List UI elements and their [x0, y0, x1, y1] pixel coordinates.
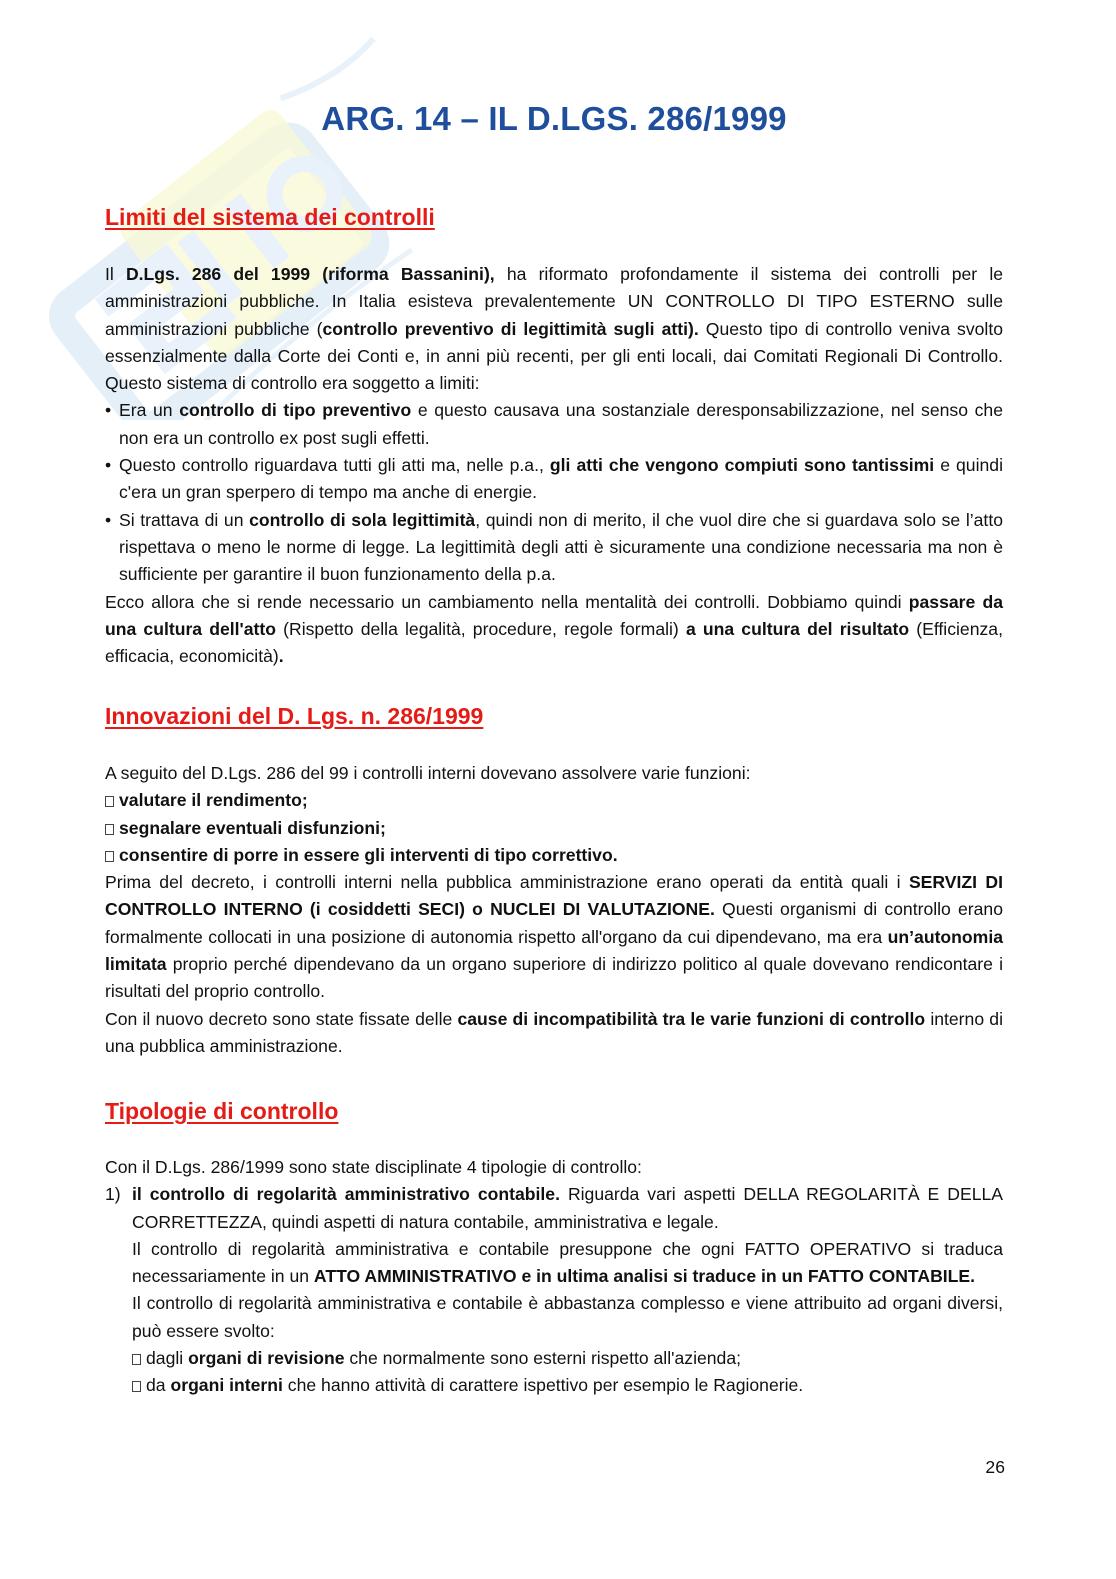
paragraph-intro: Con il D.Lgs. 286/1999 sono state disciplinate 4 tipologie di controllo: — [105, 1157, 642, 1177]
section-heading-innovazioni: Innovazioni del D. Lgs. n. 286/1999 — [105, 703, 484, 729]
paragraph-organi: Il controllo di regolarità amministrativa e contabile è abbastanza complesso e viene attribuito ad organi diversi, può essere svolto: — [132, 1293, 1003, 1341]
document-title: ARG. 14 – IL D.LGS. 286/1999 — [321, 100, 787, 137]
limit-item: • Era un controllo di tipo preventivo e questo causava una sostanziale deresponsabilizzazione, nel senso che non era un controllo ex post sugli effetti. — [105, 400, 1003, 448]
paragraph-closing: Ecco allora che si rende necessario un cambiamento nella mentalità dei controlli. Dobbiamo quindi passare da una cultura dell'atto (Rispetto della legalità, procedure, regole formali) a una cultura del risultato (Efficienza, efficacia, economicità). — [105, 591, 1003, 667]
paragraph-intro: Il D.Lgs. 286 del 1999 (riforma Bassanini), ha riformato profondamente il sistema dei controlli per le amministrazioni pubbliche. In Italia esisteva prevalentemente UN CONTROLLO DI TIPO ESTERNO sulle amministrazioni pubbliche (controllo preventivo di legittimità sugli atti). Questo tipo di controllo veniva svolto essenzialmente dalla Corte dei Conti e, in anni più recenti, per gli enti locali, dai Comitati Regionali Di Controllo. Questo sistema di controllo era soggetto a limiti: — [105, 264, 1004, 394]
function-item: consentire di porre in essere gli interventi di tipo correttivo. — [105, 842, 1003, 869]
section-limiti-body — [105, 261, 1003, 670]
limits-list — [105, 397, 1003, 588]
section-tipologie-body — [105, 1154, 1003, 1400]
missing-glyph-icon — [105, 851, 114, 862]
paragraph-nuovo-decreto: Con il nuovo decreto sono state fissate delle cause di incompatibilità tra le varie funzioni di controllo interno di una pubblica amministrazione. — [105, 1008, 1003, 1056]
organ-item: dagli organi di revisione che normalmente sono esterni rispetto all'azienda; — [105, 1345, 1003, 1372]
limit-item: • Questo controllo riguardava tutti gli atti ma, nelle p.a., gli atti che vengono compiuti sono tantissimi e quindi c'era un gran sperpero di tempo ma anche di energie. — [105, 455, 1003, 503]
function-item: segnalare eventuali disfunzioni; — [105, 815, 1003, 842]
limit-item: • Si trattava di un controllo di sola legittimità, quindi non di merito, il che vuol dire che si guardava solo se l’atto rispettava o meno le norme di legge. La legittimità degli atti è sicuramente una condizione necessaria ma non è sufficiente per garantire il buon funzionamento della p.a. — [105, 509, 1003, 585]
section-heading-limiti: Limiti del sistema dei controlli — [105, 204, 435, 230]
missing-glyph-icon — [132, 1354, 141, 1365]
paragraph-fatto-operativo: Il controllo di regolarità amministrativa e contabile presuppone che ogni FATTO OPERATIVO si traduca necessariamente in un ATTO AMMINISTRATIVO e in ultima analisi si traduce in un FATTO CONTABILE. — [132, 1238, 1003, 1287]
organ-item: da organi interni che hanno attività di carattere ispettivo per esempio le Ragionerie. — [105, 1372, 1003, 1399]
paragraph-intro: A seguito del D.Lgs. 286 del 99 i controlli interni dovevano assolvere varie funzioni: — [105, 763, 751, 783]
paragraph-prima-del-decreto: Prima del decreto, i controlli interni nella pubblica amministrazione erano operati da entità quali i SERVIZI DI CONTROLLO INTERNO (i cosiddetti SECI) o NUCLEI DI VALUTAZIONE. Questi organismi di controllo erano formalmente collocati in una posizione di autonomia rispetto all'organo da cui dipendevano, ma era un’autonomia limitata proprio perché dipendevano da un organo superiore di indirizzo politico al quale dovevano rendicontare i risultati del proprio controllo. — [105, 872, 1004, 1002]
control-types-list — [105, 1181, 1003, 1236]
section-heading-tipologie: Tipologie di controllo — [105, 1098, 339, 1124]
control-type-item: 1) il controllo di regolarità amministrativo contabile. Riguarda vari aspetti DELLA REGOLARITÀ E DELLA CORRETTEZZA, quindi aspetti di natura contabile, amministrativa e legale. — [105, 1184, 1003, 1232]
page-number: 26 — [985, 1457, 1005, 1477]
missing-glyph-icon — [132, 1381, 141, 1392]
missing-glyph-icon — [105, 796, 114, 807]
function-item: valutare il rendimento; — [105, 787, 1003, 814]
section-innovazioni-body — [105, 760, 1003, 1060]
missing-glyph-icon — [105, 824, 114, 835]
